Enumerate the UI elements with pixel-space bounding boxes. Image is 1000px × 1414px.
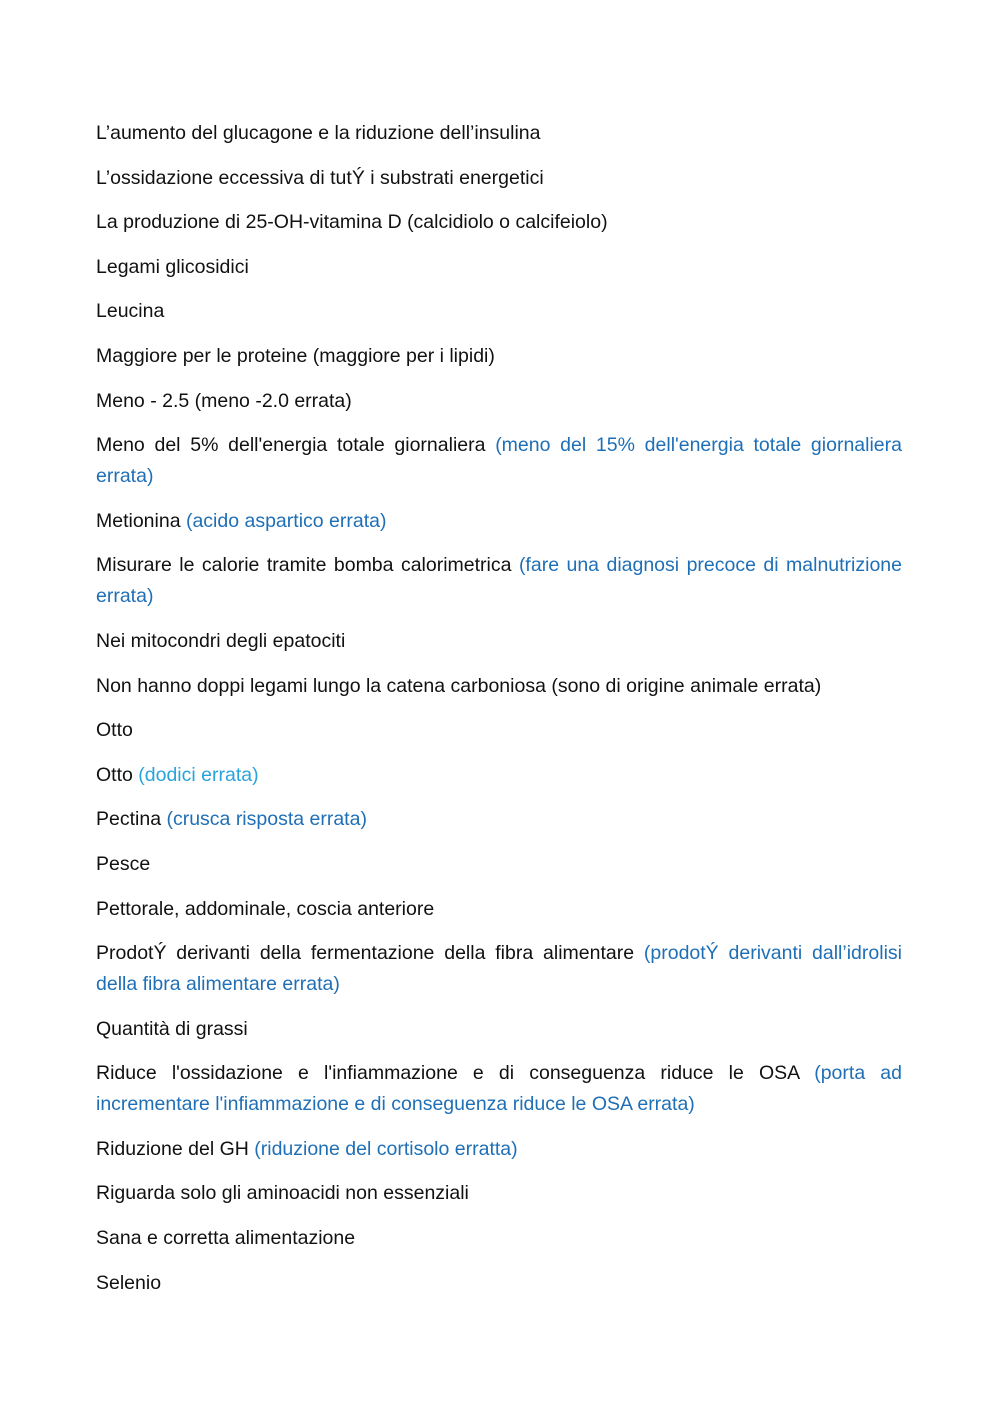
answer-text: Metionina [96, 509, 186, 532]
list-item [96, 760, 902, 791]
list-item [96, 1134, 902, 1165]
wrong-answer-note: (fare una diagnosi precoce di malnutrizione errata) [96, 554, 902, 608]
list-item [96, 1014, 902, 1045]
wrong-answer-note: (dodici errata) [138, 763, 259, 786]
list-item [96, 849, 902, 880]
list-item [96, 341, 902, 372]
answer-text: Pectina [96, 808, 167, 831]
answer-text: Pesce [96, 852, 151, 875]
answer-text: Otto [96, 763, 139, 786]
wrong-answer-note: (crusca risposta errata) [166, 808, 367, 831]
answer-text: ProdotÝ derivanti della fermentazione della fibra alimentare [96, 942, 644, 965]
list-item [96, 1178, 902, 1209]
list-item [96, 550, 902, 612]
answer-text: Pettorale, addominale, coscia anteriore [96, 897, 435, 920]
list-item [96, 1268, 902, 1299]
list-item [96, 506, 902, 537]
answer-text: Selenio [96, 1271, 162, 1294]
answer-text: Quantità di grassi [96, 1017, 248, 1040]
answer-list [96, 118, 902, 1312]
list-item [96, 894, 902, 925]
answer-text: Riduce l'ossidazione e l'infiammazione e di conseguenza riduce le OSA [96, 1062, 815, 1085]
answer-text: La produzione di 25-OH-vitamina D (calcidiolo o calcifeiolo) [96, 211, 608, 234]
wrong-answer-note: (porta ad incrementare l'infiammazione e di conseguenza riduce le OSA errata) [96, 1062, 902, 1116]
wrong-answer-note: (prodotÝ derivanti dall’idrolisi della fibra alimentare errata) [96, 942, 902, 996]
wrong-answer-note: (riduzione del cortisolo erratta) [254, 1137, 518, 1160]
answer-text: Maggiore per le proteine (maggiore per i lipidi) [96, 344, 495, 367]
answer-text: Meno - 2.5 (meno -2.0 errata) [96, 389, 352, 412]
answer-text: Sana e corretta alimentazione [96, 1227, 356, 1250]
list-item [96, 804, 902, 835]
list-item [96, 296, 902, 327]
list-item [96, 430, 902, 492]
list-item [96, 671, 902, 702]
list-item [96, 626, 902, 657]
list-item [96, 715, 902, 746]
wrong-answer-note: (acido aspartico errata) [185, 509, 387, 532]
list-item [96, 386, 902, 417]
answer-text: Riduzione del GH [96, 1137, 255, 1160]
answer-text: Meno del 5% dell'energia totale giornaliera [96, 434, 496, 457]
wrong-answer-note: (meno del 15% dell'energia totale giornaliera errata) [96, 434, 902, 488]
answer-text: Riguarda solo gli aminoacidi non essenziali [96, 1182, 469, 1205]
list-item [96, 252, 902, 283]
answer-text: Otto [96, 719, 133, 742]
list-item [96, 1058, 902, 1120]
answer-text: Misurare le calorie tramite bomba calorimetrica [96, 554, 519, 577]
answer-text: Nei mitocondri degli epatociti [96, 629, 346, 652]
answer-text: Non hanno doppi legami lungo la catena carboniosa (sono di origine animale errata) [96, 674, 822, 697]
list-item [96, 163, 902, 194]
list-item [96, 938, 902, 1000]
list-item [96, 1223, 902, 1254]
answer-text: L’aumento del glucagone e la riduzione dell’insulina [96, 122, 541, 144]
answer-text: Legami glicosidici [96, 255, 249, 278]
list-item [96, 118, 902, 149]
answer-text: L’ossidazione eccessiva di tutÝ i substrati energetici [96, 166, 544, 189]
list-item [96, 207, 902, 238]
answer-text: Leucina [96, 300, 165, 323]
